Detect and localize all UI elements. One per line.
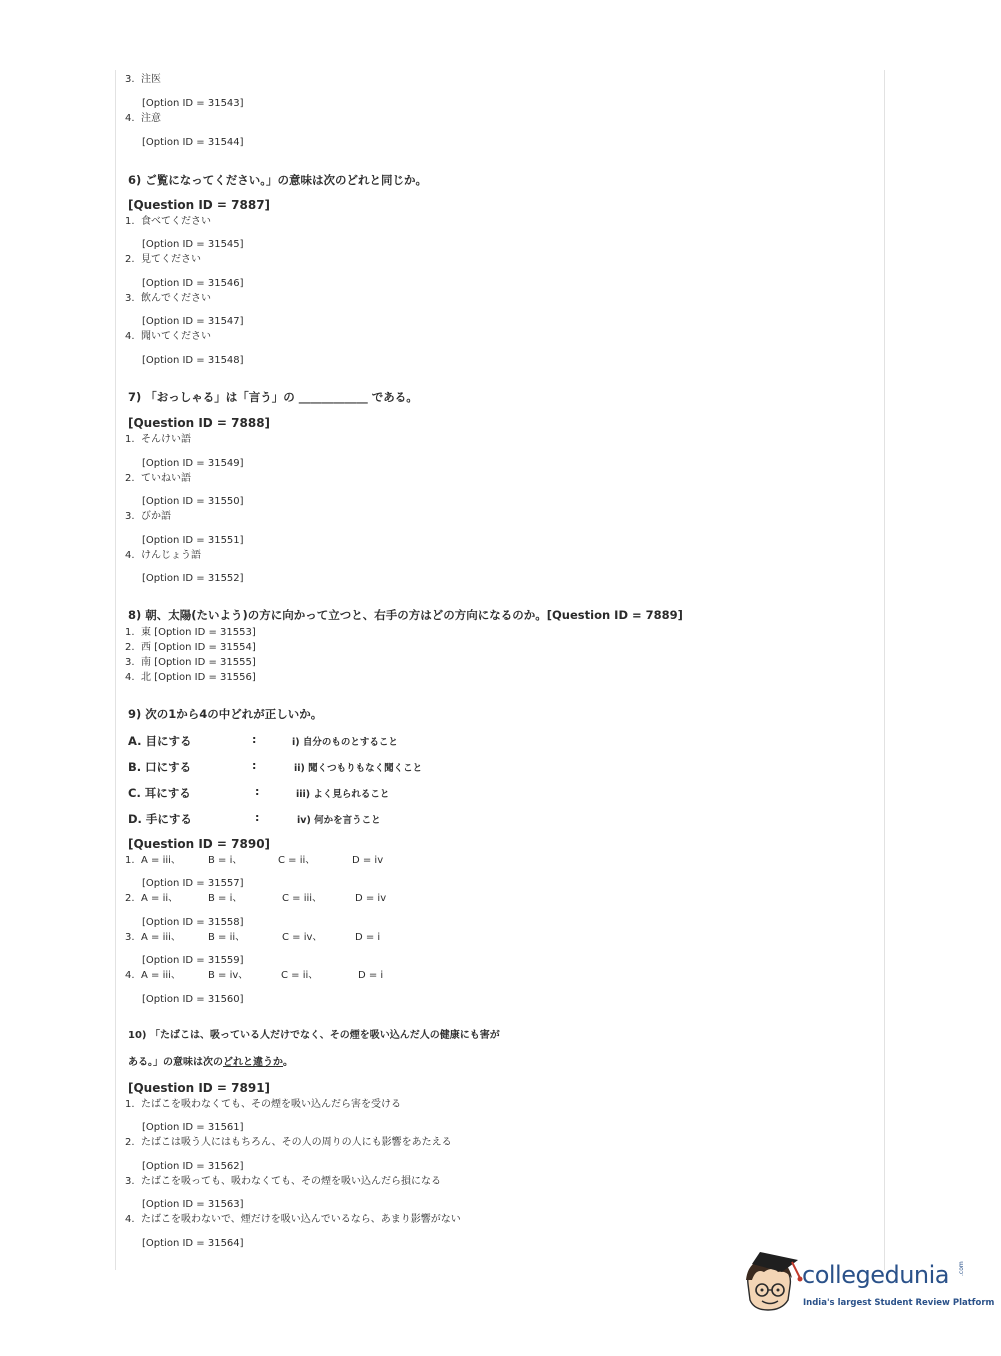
q10-question-id: [Question ID = 7891] xyxy=(128,1081,271,1095)
q7-title: 7) 「おっしゃる」は「言う」の ____________ である。 xyxy=(128,390,418,404)
q6-option-3-id: [Option ID = 31547] xyxy=(142,316,244,327)
q10-option-1-id: [Option ID = 31561] xyxy=(142,1122,244,1133)
q8-option-3: 3. 南 [Option ID = 31555] xyxy=(125,657,256,668)
q10-title-line2: ある。」の意味は次のどれと違うか。 xyxy=(128,1057,293,1068)
page-left-rule xyxy=(115,70,116,1270)
q6-option-2-id: [Option ID = 31546] xyxy=(142,278,244,289)
q10-option-4: 4. たばこを吸わないで、煙だけを吸い込んでいるなら、あまり影響がない xyxy=(125,1214,461,1225)
q10-title-underlined: どれと違うか xyxy=(223,1057,283,1068)
q10-title-line1: 10) 「たばこは、吸っている人だけでなく、その煙を吸い込んだ人の健康にも害が xyxy=(128,1030,500,1041)
q9-option-1-id: [Option ID = 31557] xyxy=(142,878,244,889)
q10-option-3: 3. たばこを吸っても、吸わなくても、その煙を吸い込んだら損になる xyxy=(125,1176,441,1187)
q7-option-4: 4. けんじょう語 xyxy=(125,550,201,561)
q5-option-3: 3. 注医 xyxy=(125,74,161,85)
brand-tagline: India's largest Student Review Platform xyxy=(803,1298,995,1308)
brand-dotcom: .com xyxy=(958,1261,965,1276)
q5-option-3-id: [Option ID = 31543] xyxy=(142,98,244,109)
q5-option-4: 4. 注意 xyxy=(125,113,161,124)
q10-option-2-id: [Option ID = 31562] xyxy=(142,1161,244,1172)
q7-option-1-id: [Option ID = 31549] xyxy=(142,458,244,469)
q10-option-2: 2. たばこは吸う人にはもちろん、その人の周りの人にも影響をあたえる xyxy=(125,1137,452,1148)
q6-option-3: 3. 飲んでください xyxy=(125,293,211,304)
q9-option-3-id: [Option ID = 31559] xyxy=(142,955,244,966)
q7-option-2-id: [Option ID = 31550] xyxy=(142,496,244,507)
q6-title: 6) ご覧になってください。」の意味は次のどれと同じか。 xyxy=(128,173,428,187)
q8-option-2: 2. 西 [Option ID = 31554] xyxy=(125,642,256,653)
q7-option-3: 3. びか語 xyxy=(125,511,171,522)
page-right-rule xyxy=(884,70,885,1270)
q6-option-4: 4. 聞いてください xyxy=(125,331,211,342)
q6-option-4-id: [Option ID = 31548] xyxy=(142,355,244,366)
q9-option-4-id: [Option ID = 31560] xyxy=(142,994,244,1005)
q7-question-id: [Question ID = 7888] xyxy=(128,416,271,430)
q6-question-id: [Question ID = 7887] xyxy=(128,198,271,212)
q6-option-1: 1. 食べてください xyxy=(125,216,211,227)
mascot-icon xyxy=(746,1252,803,1310)
brand-name: collegedunia xyxy=(802,1261,950,1289)
q8-option-4: 4. 北 [Option ID = 31556] xyxy=(125,672,256,683)
q6-option-2: 2. 見てください xyxy=(125,254,201,265)
q9-title: 9) 次の1から4の中どれが正しいか。 xyxy=(128,707,323,721)
q10-option-1: 1. たばこを吸わなくても、その煙を吸い込んだら害を受ける xyxy=(125,1099,401,1110)
q9-question-id: [Question ID = 7890] xyxy=(128,837,271,851)
q10-option-3-id: [Option ID = 31563] xyxy=(142,1199,244,1210)
q8-title: 8) 朝、太陽(たいよう)の方に向かって立つと、右手の方はどの方向になるのか。[Question ID = 7889] xyxy=(128,608,683,622)
q7-option-4-id: [Option ID = 31552] xyxy=(142,573,244,584)
q8-option-1: 1. 東 [Option ID = 31553] xyxy=(125,627,256,638)
q7-option-1: 1. そんけい語 xyxy=(125,434,191,445)
q5-option-4-id: [Option ID = 31544] xyxy=(142,137,244,148)
q10-option-4-id: [Option ID = 31564] xyxy=(142,1238,244,1249)
q7-option-2: 2. ていねい語 xyxy=(125,473,191,484)
q7-option-3-id: [Option ID = 31551] xyxy=(142,535,244,546)
q9-option-2-id: [Option ID = 31558] xyxy=(142,917,244,928)
q6-option-1-id: [Option ID = 31545] xyxy=(142,239,244,250)
